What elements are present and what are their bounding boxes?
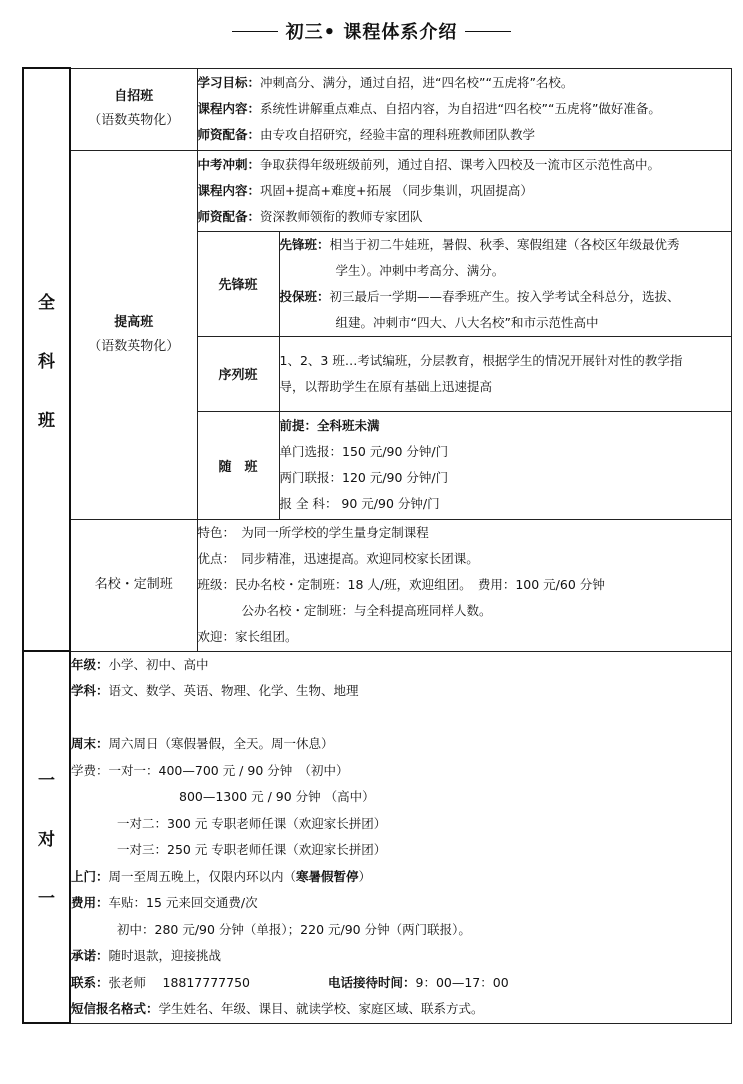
course-table — [22, 67, 732, 1024]
tigao-details: 中考冲刺：争取获得年级班级前列，通过自招、课考入四校及一流市区示范性高中。 课程内容：巩固+提高+难度+拓展 （同步集训，巩固提高） 师资配备：资深教师领衔的教师专家团队 — [197, 150, 731, 231]
page-title — [0, 14, 743, 48]
one-on-one-label: 一 对 一 — [38, 770, 55, 909]
tigao-class-name: 提高班 — [114, 314, 154, 330]
sui-price: 两门联报：120 元/90 分钟/门 — [279, 470, 449, 485]
sui-price: 单门选报：150 元/90 分钟/门 — [279, 444, 449, 459]
ziza-class-name: 自招班 — [114, 89, 154, 104]
ziza-details: 学习目标：冲刺高分、满分，通过自招，进“四名校”“五虎将”名校。 课程内容：系统性讲解重点难点、自招内容，为自招进“四名校”“五虎将”做好准备。 师资配备：由专攻自招研究，经验丰富的理科班教师团队教学 — [197, 68, 731, 150]
sui-details — [279, 411, 731, 519]
full-subject-label-cell — [23, 68, 70, 651]
xulie-class-name: 序列班 — [197, 336, 279, 411]
page-title-text: 初三• 课程体系介绍 — [285, 22, 458, 43]
title-rule-left — [232, 31, 278, 32]
one-on-one-label-cell — [23, 651, 70, 1023]
sui-price: 报 全 科： 90 元/90 分钟/门 — [279, 496, 440, 511]
mingxiao-details: 特色： 为同一所学校的学生量身定制课程 优点： 同步精准，迅速提高。欢迎同校家长团课。 班级：民办名校・定制班：18 人/班，欢迎组团。 费用：100 元/60 分钟 公办名校・定制班：与全科提高班同样人数。 欢迎：家长组团。 — [197, 519, 731, 651]
sui-premise: 前提：全科班未满 — [279, 418, 380, 433]
sui-class-name: 随 班 — [197, 411, 279, 519]
one-on-one-details: 年级：小学、初中、高中 学科：语文、数学、英语、物理、化学、生物、地理 周末：周六周日（寒假暑假，全天。周一休息） 学费：一对一：400—700 元 / 90 分钟 （初中） 800—1300 元 / 90 分钟 （高中） 一对二：300 元 专职老师任课（欢迎家长拼团） 一对三：250 元 专职老师任课（欢迎家长拼团） 上门：周一至周五晚上，仅限内环以内（寒暑假暂停） 费用：车贴：15 元来回交通费/次 初中：280 元/90 分钟（单报）；220 元/90 分钟（两门联报）。 承诺：随时退款，迎接挑战 联系：张老师 18817777750 电话接待时间：9：00—17：00 短信报名格式：学生姓名、年级、课目、就读学校、家庭区域、联系方式。 — [70, 651, 731, 1023]
ziza-class-subjects: （语数英物化） — [88, 113, 180, 128]
tigao-class-subjects: （语数英物化） — [88, 338, 180, 354]
xianfeng-details: 先锋班：相当于初二牛娃班，暑假、秋季、寒假组建（各校区年级最优秀 学生）。冲刺中考高分、满分。 投保班：初三最后一学期——春季班产生。按入学考试全科总分，选拔、 组建。冲刺市“四大、八大名校”和市示范性高中 — [279, 231, 731, 336]
mingxiao-class-name: 名校・定制班 — [70, 519, 197, 651]
tigao-class-name-cell — [70, 150, 197, 519]
contact-phone: 张老师 18817777750 — [108, 974, 250, 990]
full-subject-label: 全 科 班 — [38, 293, 55, 431]
ziza-class-name-cell — [70, 68, 197, 150]
xianfeng-class-name: 先锋班 — [197, 231, 279, 336]
title-rule-right — [465, 31, 511, 32]
spacer — [71, 705, 731, 732]
xulie-details: 1、2、3 班…考试编班，分层教育，根据学生的情况开展针对性的教学指 导，以帮助学生在原有基础上迅速提高 — [279, 336, 731, 411]
